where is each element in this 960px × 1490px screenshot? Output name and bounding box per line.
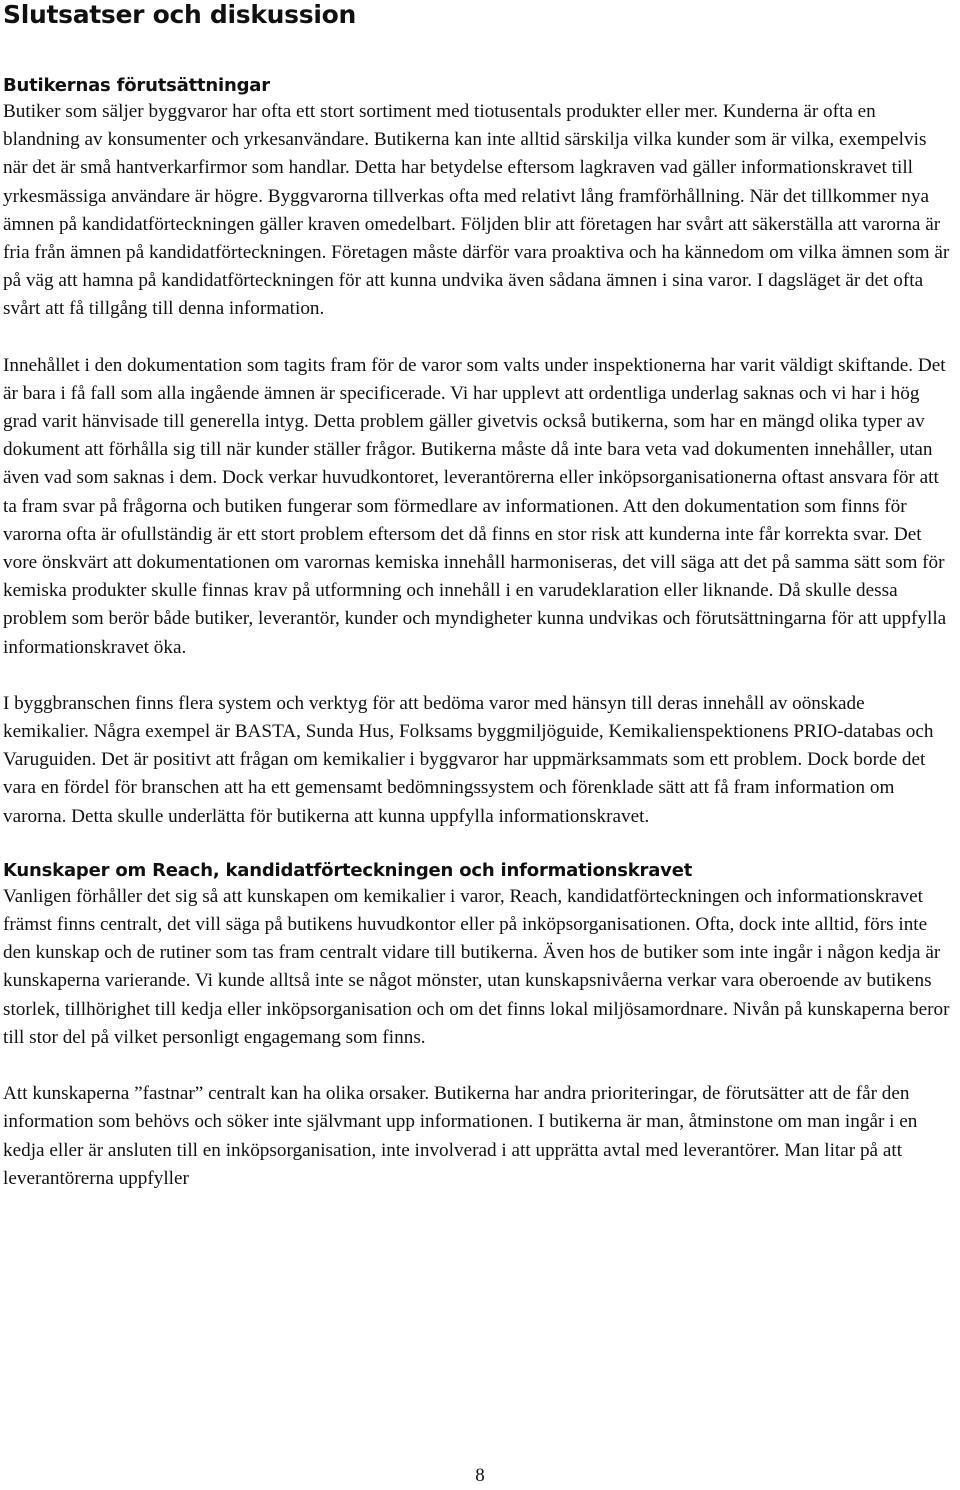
section-heading-kunskaper-om-reach: Kunskaper om Reach, kandidatförteckningen och informationskravet	[3, 859, 693, 881]
body-paragraph: Att kunskaperna ”fastnar” centralt kan ha olika orsaker. Butikerna har andra prioriteringar, de förutsätter att de får den information som behövs och söker inte självmant upp informationen. I butikerna är man, åtminstone om man ingår i en kedja eller är ansluten till en inköpsorganisation, inte involverad i att upprätta avtal med leverantörer. Man litar på att leverantörerna uppfyller	[3, 1083, 918, 1189]
page-number: 8	[475, 1465, 485, 1486]
page-title: Slutsatser och diskussion	[3, 0, 356, 29]
section-heading-butikernas-forutsattningar: Butikernas förutsättningar	[3, 75, 270, 96]
body-paragraph: I byggbranschen finns flera system och verktyg för att bedöma varor med hänsyn till deras innehåll av oönskade kemikalier. Några exempel är BASTA, Sunda Hus, Folksams byggmiljöguide, Kemikalienspektionens PRIO-databas och Varuguiden. Det är positivt att frågan om kemikalier i byggvaror har uppmärksammats som ett problem. Dock borde det vara en fördel för branschen att ha ett gemensamt bedömningssystem och förenklade sätt att få fram information om varorna. Detta skulle underlätta för butikerna att kunna uppfylla informationskravet.	[3, 692, 934, 827]
body-paragraph: Innehållet i den dokumentation som tagits fram för de varor som valts under inspektionerna har varit väldigt skiftande. Det är bara i få fall som alla ingående ämnen är specificerade. Vi har upplevt att ordentliga underlag saknas och vi har i hög grad varit hänvisade till generella intyg. Detta problem gäller givetvis också butikerna, som har en mängd olika typer av dokument att förhålla sig till när kunder ställer frågor. Butikerna måste då inte bara veta vad dokumenten innehåller, utan även vad som saknas i dem. Dock verkar huvudkontoret, leverantörerna eller inköpsorganisationerna oftast ansvara för att ta fram svar på frågorna och butiken fungerar som förmedlare av informationen. Att den dokumentation som finns för varorna ofta är ofullständig är ett stort problem eftersom det då finns en stor risk att kunderna inte får korrekta svar. Det vore önskvärt att dokumentationen om varornas kemiska innehåll harmoniseras, det vill säga att det på samma sätt som för kemiska produkter skulle finnas krav på utformning och innehåll i en varudeklaration eller liknande. Då skulle dessa problem som berör både butiker, leverantör, kunder och myndigheter kunna undvikas och förutsättningarna för att uppfylla informationskravet öka.	[3, 354, 947, 658]
document-page	[3, 0, 955, 1193]
body-paragraph: Butiker som säljer byggvaror har ofta ett stort sortiment med tiotusentals produkter eller mer. Kunderna är ofta en blandning av konsumenter och yrkesanvändare. Butikerna kan inte alltid särskilja vilka kunder som är vilka, exempelvis när det är små hantverkarfirmor som handlar. Detta har betydelse eftersom lagkraven vad gäller informationskravet till yrkesmässiga användare är högre. Byggvarorna tillverkas ofta med relativt lång framförhållning. När det tillkommer nya ämnen på kandidatförteckningen gäller kraven omedelbart. Följden blir att företagen har svårt att säkerställa att varorna är fria från ämnen på kandidatförteckningen. Företagen måste därför vara proaktiva och ha kännedom om vilka ämnen som är på väg att hamna på kandidatförteckningen för att kunna undvika även sådana ämnen i sina varor. I dagsläget är det ofta svårt att få tillgång till denna information.	[3, 101, 950, 320]
body-paragraph: Vanligen förhåller det sig så att kunskapen om kemikalier i varor, Reach, kandidatförteckningen och informationskravet främst finns centralt, det vill säga på butikens huvudkontor eller på inköpsorganisationen. Ofta, dock inte alltid, förs inte den kunskap och de rutiner som tas fram centralt vidare till butikerna. Även hos de butiker som inte ingår i någon kedja är kunskaperna varierande. Vi kunde alltså inte se något mönster, utan kunskapsnivåerna verkar vara oberoende av butikens storlek, tillhörighet till kedja eller inköpsorganisation och om det finns lokal miljösamordnare. Nivån på kunskaperna beror till stor del på vilket personligt engagemang som finns.	[3, 885, 950, 1048]
